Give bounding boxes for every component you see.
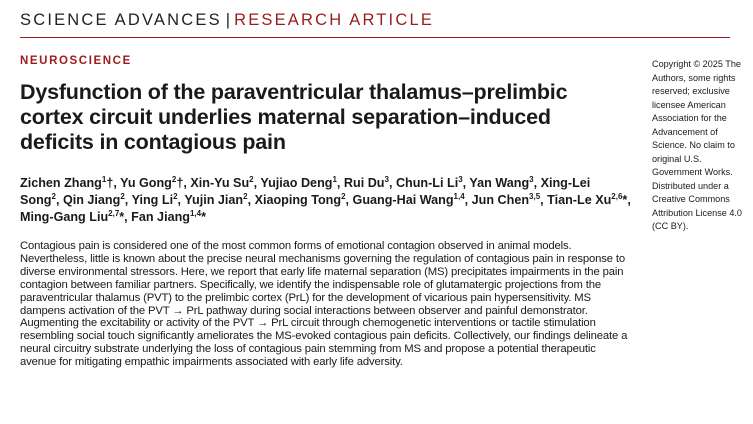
author-name: Ying Li [131, 193, 174, 207]
author-note-mark: * [201, 210, 206, 224]
author-affiliation: 3 [384, 174, 389, 184]
author-affiliation: 1,4 [189, 208, 202, 218]
author-affiliation: 1,4 [453, 191, 465, 201]
author [190, 176, 253, 190]
author-name: Yujiao Deng [260, 176, 333, 190]
header-separator: | [225, 11, 231, 29]
author [20, 210, 124, 224]
author-note-mark: † [176, 176, 184, 190]
author-affiliation: 2 [249, 174, 254, 184]
author [353, 193, 465, 207]
article-title: Dysfunction of the paraventricular thalamus–prelimbic cortex circuit underlies maternal separation–induced deficits in contagious pain [20, 80, 568, 154]
author [20, 176, 113, 190]
abstract-text: Contagious pain is considered one of the most common forms of emotional contagion observed in animal models. Nevertheless, little is known about the precise neural mechanisms governing the regulation of contagious pain in response to diverse environmental stressors. Here, we report that early life maternal separation (MS) precipitates impairments in the pain contagion between familiar partners. Specifically, we identify the indispensable role of glutamatergic projections from the paraventricular thalamus (PVT) to the prelimbic cortex (PrL) for the development of vicarious pain hypersensitivity. MS dampens activation of the PVT → PrL pathway during social interactions between observer and painful demonstrator. Augmenting the excitability or activity of the PVT → PrL circuit through chemogenetic interventions or tactile stimulation resembling social touch significantly ameliorates the MS-evoked contagious pain deficits. Collectively, our findings delineate a neural circuitry substrate underlying the loss of contagious pain stemming from MS and propose a potential therapeutic avenue for mitigating empathic impairments associated with early life adversity. [20, 240, 628, 369]
author [131, 210, 206, 224]
author-affiliation: 2,7 [108, 208, 120, 218]
author-name: Qin Jiang [62, 193, 121, 207]
author-affiliation: 1 [101, 174, 107, 184]
author-name: Tian-Le Xu [547, 193, 612, 207]
author-affiliation: 3,5 [529, 191, 541, 201]
author [260, 176, 337, 190]
copyright-notice: Copyright © 2025 The Authors, some rights reserved; exclusive licensee American Association for the Advancement of Science. No claim to original U.S. Government Works. Distributed under a Creative Commons Attribution License 4.0 (CC BY). [652, 59, 742, 231]
author [120, 176, 183, 190]
author [396, 176, 463, 190]
article-type: RESEARCH ARTICLE [234, 11, 435, 29]
author-affiliation: 2,6 [611, 191, 623, 201]
author-name: Zichen Zhang [20, 176, 102, 190]
author-affiliation: 2 [171, 174, 177, 184]
journal-header [20, 11, 434, 30]
author-affiliation: 2 [341, 191, 346, 201]
author [255, 193, 346, 207]
author-name: Yan Wang [469, 176, 530, 190]
author [472, 193, 541, 207]
author-name: Rui Du [343, 176, 385, 190]
author [344, 176, 389, 190]
author-name: Chun-Li Li [395, 176, 459, 190]
header-rule [20, 37, 730, 38]
author-affiliation: 2 [243, 191, 248, 201]
journal-name: SCIENCE ADVANCES [20, 11, 222, 29]
author-name: Guang-Hai Wang [352, 193, 454, 207]
author-name: Yu Gong [120, 176, 172, 190]
author [63, 193, 125, 207]
author [132, 193, 178, 207]
author-name: Yujin Jian [184, 193, 244, 207]
author-list: Zichen Zhang$^1$†, Yu Gong$^2$†, Xin-Yu Su$^2$, Yujiao Deng$^1$, Rui Du$^3$, Chun-Li Li$^3$, Yan Wang$^3$, Xing-Lei Song$^2$, Qin Jiang$^2$, Ying Li$^2$, Yujin Jian$^2$, Xiaoping Tong$^2$, Guang-Hai Wang$^{1,4}$, Jun Chen$^{3,5}$, Tian-Le Xu$^{2,6}$*, Ming-Gang Liu$^{2,7}$*, Fan Jiang$^{1,4}$* [20, 174, 631, 224]
section-label: NEUROSCIENCE [20, 55, 132, 67]
author [184, 193, 247, 207]
author-affiliation: 2 [120, 191, 125, 201]
author-affiliation: 3 [529, 174, 534, 184]
author-affiliation: 1 [332, 174, 337, 184]
author-note-mark: † [106, 176, 114, 190]
author-name: Xing-Lei Song [20, 176, 591, 207]
author-affiliation: 2 [173, 191, 178, 201]
author-name: Xiaoping Tong [254, 193, 342, 207]
author-note-mark: * [119, 210, 125, 224]
author-affiliation: 2 [51, 191, 56, 201]
author [469, 176, 533, 190]
author [547, 193, 627, 207]
author-name: Ming-Gang Liu [20, 210, 109, 224]
author-note-mark: * [622, 193, 628, 207]
author-name: Xin-Yu Su [190, 176, 250, 190]
author-name: Jun Chen [471, 193, 530, 207]
author-affiliation: 3 [458, 174, 463, 184]
author-name: Fan Jiang [131, 210, 190, 224]
